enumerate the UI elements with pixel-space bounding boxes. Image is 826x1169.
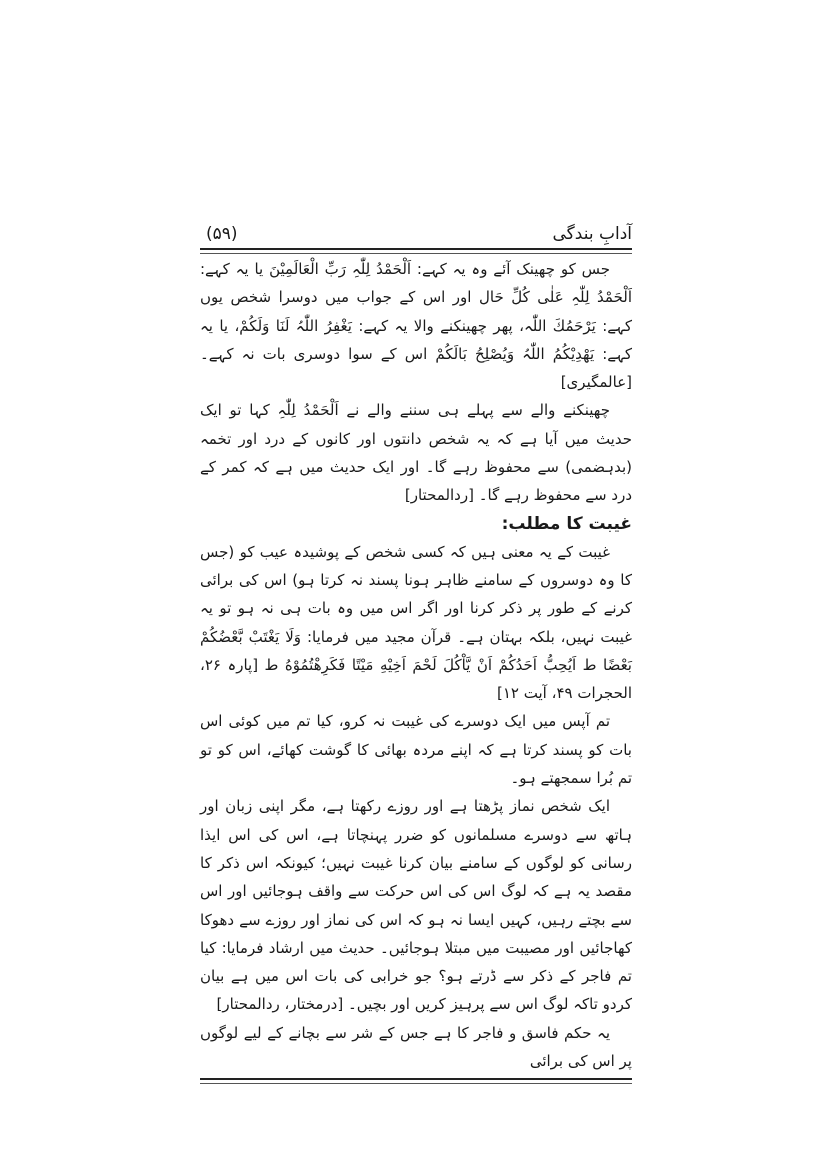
- paragraph-continuation: یہ حکم فاسق و فاجر کا ہے جس کے شر سے بچانے کے لیے لوگوں پر اس کی برائی: [200, 1023, 632, 1071]
- paragraph-sneeze-hadith: چھینکنے والے سے پہلے ہی سننے والے نے اَلْحَمْدُ لِلّٰہِ کہا تو ایک حدیث میں آیا ہے کہ یہ شخص دانتوں اور کانوں کے درد اور تخمہ (بدہضمی) سے محفوظ رہے گا۔ اور ایک حدیث میں ہے کہ کمر کے درد سے محفوظ رہے گا۔ [ردالمحتار]: [200, 401, 632, 505]
- book-page: [200, 222, 632, 1084]
- book-title: آدابِ بندگی: [552, 224, 632, 244]
- paragraph-fasiq-exception: ایک شخص نماز پڑھتا ہے اور روزے رکھتا ہے، مگر اپنی زبان اور ہاتھ سے دوسرے مسلمانوں کو ضرر پہنچاتا ہے، اس کی اس ایذا رسانی کو لوگوں کے سامنے بیان کرنا غیبت نہیں؛ کیونکہ اس ذکر کا مقصد یہ ہے کہ لوگ اس کی اس حرکت سے واقف ہوجائیں اور اس سے بچتے رہیں، کہیں ایسا نہ ہو کہ اس کی نماز اور روزے سے دھوکا کھاجائیں اور مصیبت میں مبتلا ہوجائیں۔ حدیث میں ارشاد فرمایا: کیا تم فاجر کے ذکر سے ڈرتے ہو؟ جو خرابی کی بات اس میں ہے بیان کردو تاکہ لوگ اس سے پرہیز کریں اور بچیں۔ [درمختار، ردالمحتار]: [200, 797, 632, 1014]
- page-body: [200, 255, 632, 1075]
- paragraph-ghibat-meaning: غیبت کے یہ معنی ہیں کہ کسی شخص کے پوشیدہ عیب کو (جس کا وہ دوسروں کے سامنے ظاہر ہونا پسند نہ کرتا ہو) اس کی برائی کرنے کے طور پر ذکر کرنا اور اگر اس میں وہ بات ہی نہ ہو تو یہ غیبت نہیں، بلکہ بہتان ہے۔ قرآن مجید میں فرمایا: وَلَا یَغْتَبْ بَّعْضُكُمْ بَعْضًا ط اَیُحِبُّ اَحَدُكُمْ اَنْ یَّاْكُلَ لَحْمَ اَخِیْهِ مَیْتًا فَكَرِهْتُمُوْهُ ط [پارہ ۲۶، الحجرات ۴۹، آیت ۱۲]: [200, 542, 632, 703]
- page-number: (۵۹): [206, 224, 238, 244]
- header-rule: [200, 248, 632, 254]
- paragraph-quran-translation: تم آپس میں ایک دوسرے کی غیبت نہ کرو، کیا تم میں کوئی اس بات کو پسند کرتا ہے کہ اپنے مردہ بھائی کا گوشت کھائے، اس کو تو تم بُرا سمجھتے ہو۔: [200, 712, 632, 788]
- footer-rule: [200, 1078, 632, 1084]
- paragraph-sneeze-etiquette: جس کو چھینک آئے وہ یہ کہے: اَلْحَمْدُ لِلّٰہِ رَبِّ الْعَالَمِیْنَ یا یہ کہے: اَلْحَمْدُ لِلّٰہِ عَلٰی کُلِّ حَال اور اس کے جواب میں دوسرا شخص یوں کہے: یَرْحَمُكَ اللّٰہ، پھر چھینکنے والا یہ کہے: یَغْفِرُ اللّٰہُ لَنَا وَلَكُمْ، یا یہ کہے: یَھْدِیْكُمُ اللّٰہُ وَیُصْلِحُ بَالَكُمْ اس کے سوا دوسری بات نہ کہے۔ [عالمگیری]: [200, 260, 632, 392]
- page-header: [200, 222, 632, 248]
- section-heading-ghibat: غیبت کا مطلب:: [501, 513, 632, 534]
